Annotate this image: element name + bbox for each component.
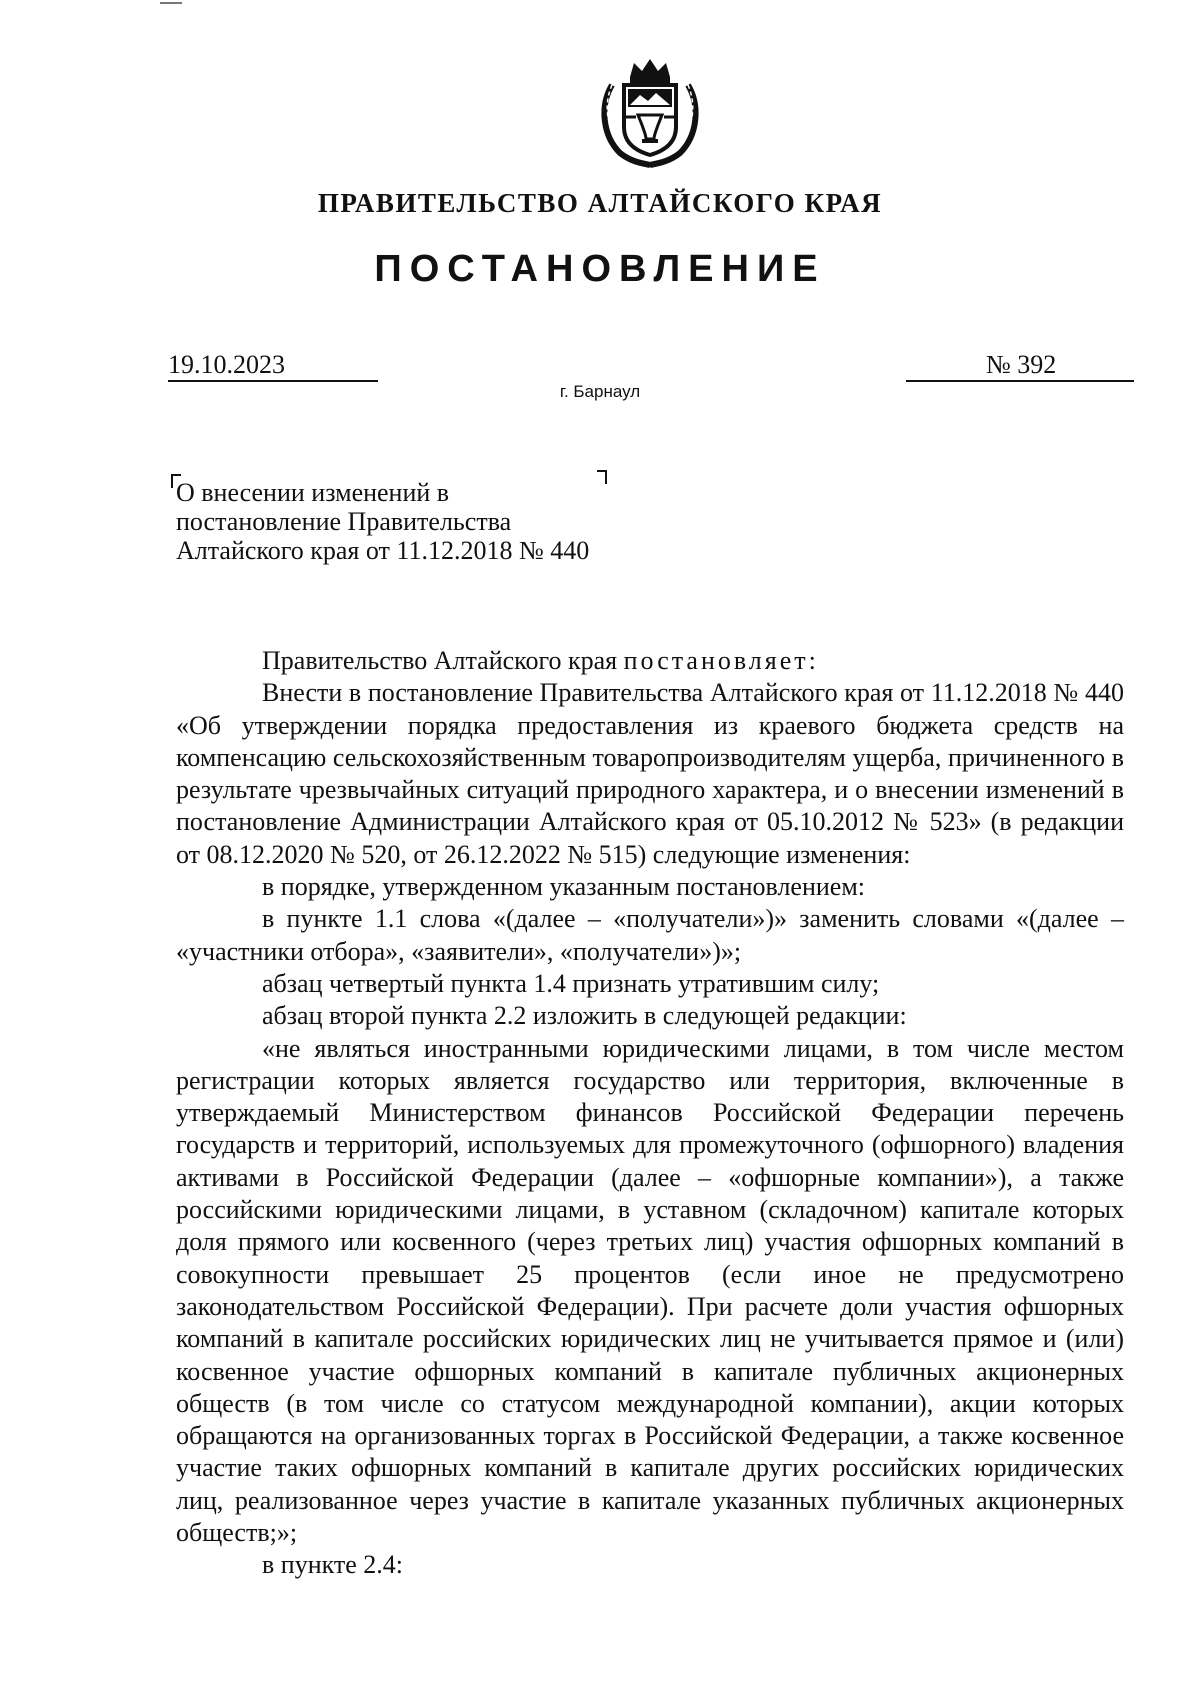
document-number: № 392 — [906, 350, 1134, 382]
document-city: г. Барнаул — [559, 382, 641, 401]
document-date: 19.10.2023 — [168, 350, 378, 382]
document-subject: О внесении изменений в постановление Правительства Алтайского края от 11.12.2018 № 440 — [176, 478, 590, 565]
body-paragraph: абзац четвертый пункта 1.4 признать утратившим силу; — [262, 968, 880, 998]
body-paragraph: в порядке, утвержденном указанным постановлением: — [262, 872, 866, 902]
body-paragraph: «не являться иностранными юридическими лицами, в том числе местом регистрации которых является государство или территория, включенные в утверждаемый Министерством финансов Российской Федерации перечень государств и территорий, используемых для промежуточного (офшорного) владения активами в Российской Федерации (далее – «офшорные компании»), а также российскими юридическими лицами, в уставном (складочном) капитале которых доля прямого или косвенного (через третьих лиц) участия офшорных компаний в совокупности превышает 25 процентов (если иное не предусмотрено законодательством Российской Федерации). При расчете доли участия офшорных компаний в капитале российских юридических лиц не учитывается прямое и (или) косвенное участие офшорных компаний в капитале публичных акционерных обществ (в том числе со статусом международной компании), акции которых обращаются на организованных торгах в Российской Федерации, а также косвенное участие таких офшорных компаний в капитале других российских юридических лиц, реализованное через участие в капитале указанных публичных акционерных обществ;»; — [176, 1033, 1124, 1548]
document-type-heading: ПОСТАНОВЛЕНИЕ — [374, 248, 826, 290]
resolution-intro-lead: Правительство Алтайского края — [262, 646, 624, 675]
scan-mark — [160, 2, 182, 4]
body-paragraph: Внести в постановление Правительства Алтайского края от 11.12.2018 № 440 «Об утверждении порядка предоставления из краевого бюджета средств на компенсацию сельскохозяйственным товаропроизводителям ущерба, причиненного в результате чрезвычайных ситуаций природного характера, и о внесении изменений в постановление Администрации Алтайского края от 05.10.2012 № 523» (в редакции от 08.12.2020 № 520, от 26.12.2022 № 515) следующие изменения: — [176, 678, 1124, 869]
resolution-intro-verb: постановляет: — [623, 646, 819, 675]
document-body — [176, 645, 1124, 1582]
body-paragraph: в пункте 2.4: — [262, 1550, 404, 1580]
body-paragraph: абзац второй пункта 2.2 изложить в следующей редакции: — [262, 1001, 907, 1031]
body-paragraph: в пункте 1.1 слова «(далее – «получатели»)» заменить словами «(далее – «участники отбора», «заявители», «получатели»)»; — [176, 904, 1124, 966]
coat-of-arms-icon — [590, 55, 710, 175]
government-title: ПРАВИТЕЛЬСТВО АЛТАЙСКОГО КРАЯ — [317, 188, 883, 218]
resolution-intro — [176, 645, 1124, 677]
